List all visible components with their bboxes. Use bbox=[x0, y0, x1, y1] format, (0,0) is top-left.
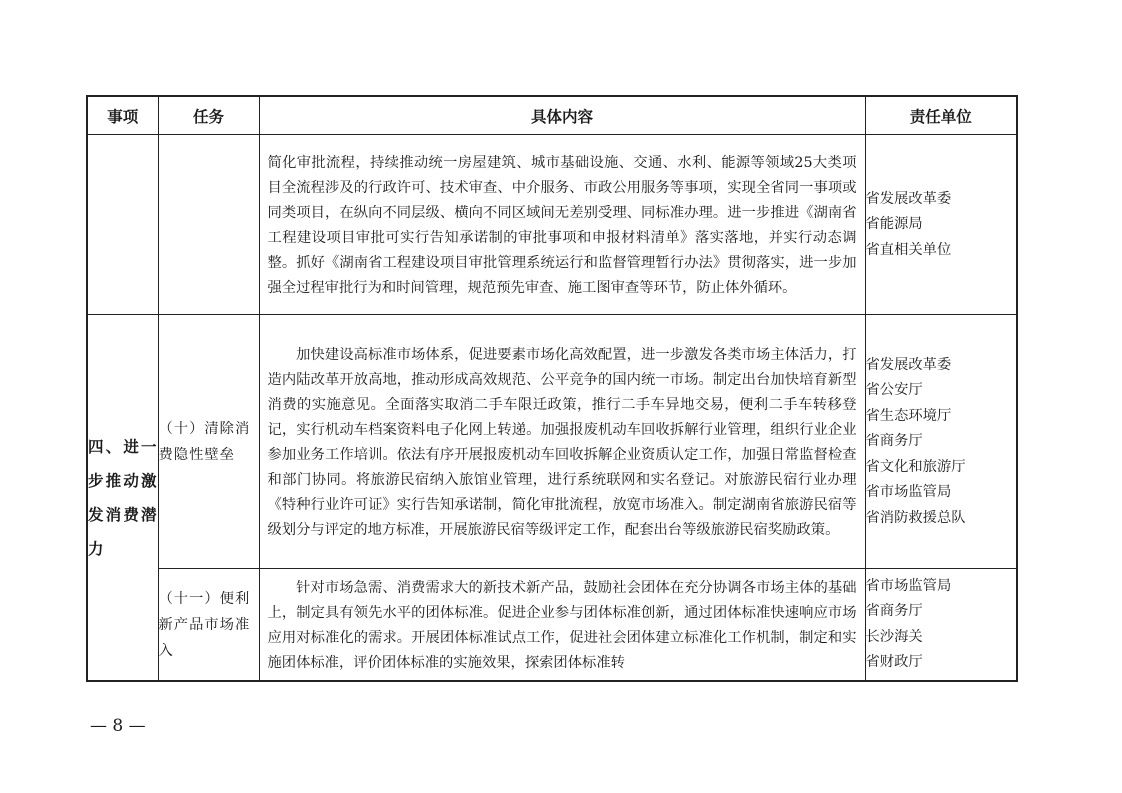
page-number: — 8 — bbox=[90, 716, 146, 736]
responsible-unit-cell bbox=[865, 569, 1017, 681]
task-label: （十）清除消费隐性壁垒 bbox=[158, 420, 251, 463]
unit-name: 省生态环境厅 bbox=[865, 407, 952, 424]
unit-name: 省商务厅 bbox=[865, 603, 923, 620]
content-cell bbox=[259, 315, 865, 569]
unit-name: 省财政厅 bbox=[865, 654, 923, 671]
table-row bbox=[87, 569, 1017, 681]
content-text: 针对市场急需、消费需求大的新技术新产品，鼓励社会团体在充分协调各市场主体的基础上，制定具有领先水平的团体标准。促进企业参与团体标准创新，通过团体标准快速响应市场应用对标准化的需求。开展团体标准试点工作，促进社会团体建立标准化工作机制，制定和实施团体标准，评价团体标准的实施效果，探索团体标准转 bbox=[267, 579, 857, 671]
unit-name: 省文化和旅游厅 bbox=[865, 458, 966, 475]
unit-name: 省市场监管局 bbox=[865, 484, 952, 501]
task-table bbox=[86, 95, 1018, 682]
header-responsible-unit: 责任单位 bbox=[865, 96, 1017, 135]
table-row bbox=[87, 135, 1017, 315]
unit-name: 省消防救援总队 bbox=[865, 509, 966, 526]
unit-name: 省发展改革委 bbox=[865, 356, 952, 373]
content-cell bbox=[259, 569, 865, 681]
task-cell bbox=[158, 315, 259, 569]
task-cell bbox=[158, 569, 259, 681]
responsible-unit-cell bbox=[865, 315, 1017, 569]
header-task: 任务 bbox=[158, 96, 259, 135]
item-label: 四、进一步推动激发消费潜力 bbox=[88, 437, 158, 558]
content-text: 简化审批流程，持续推动统一房屋建筑、城市基础设施、交通、水利、能源等领域25大类项目全流程涉及的行政许可、技术审查、中介服务、市政公用服务等事项，实现全省同一事项或同类项目，在纵向不同层级、横向不同区域间无差别受理、同标准办理。进一步推进《湖南省工程建设项目审批可实行告知承诺制的审批事项和申报材料清单》落实落地，并实行动态调整。抓好《湖南省工程建设项目审批管理系统运行和监督管理暂行办法》贯彻落实，进一步加强全过程审批行为和时间管理，规范预先审查、施工图审查等环节，防止体外循环。 bbox=[267, 154, 857, 296]
unit-name: 长沙海关 bbox=[865, 628, 923, 645]
unit-name: 省商务厅 bbox=[865, 433, 923, 450]
item-cell bbox=[87, 135, 158, 315]
task-cell bbox=[158, 135, 259, 315]
table-header-row bbox=[87, 96, 1017, 135]
unit-name: 省公安厅 bbox=[865, 382, 923, 399]
header-item: 事项 bbox=[87, 96, 158, 135]
item-cell bbox=[87, 315, 158, 681]
responsible-unit-cell bbox=[865, 135, 1017, 315]
unit-name: 省直相关单位 bbox=[865, 241, 952, 258]
unit-name: 省能源局 bbox=[865, 216, 923, 233]
content-text: 加快建设高标准市场体系，促进要素市场化高效配置，进一步激发各类市场主体活力，打造内陆改革开放高地，推动形成高效规范、公平竞争的国内统一市场。制定出台加快培育新型消费的实施意见。全面落实取消二手车限迁政策，推行二手车异地交易，便利二手车转移登记，实行机动车档案资料电子化网上转递。加强报废机动车回收拆解行业管理，组织行业企业参加业务工作培训。依法有序开展报废机动车回收拆解企业资质认定工作，加强日常监督检查和部门协同。将旅游民宿纳入旅馆业管理，进行系统联网和实名登记。对旅游民宿行业办理《特种行业许可证》实行告知承诺制，简化审批流程，放宽市场准入。制定湖南省旅游民宿等级划分与评定的地方标准，开展旅游民宿等级评定工作，配套出台等级旅游民宿奖励政策。 bbox=[267, 346, 857, 538]
unit-name: 省发展改革委 bbox=[865, 190, 952, 207]
header-content: 具体内容 bbox=[259, 96, 865, 135]
task-label: （十一）便利新产品市场准入 bbox=[158, 590, 251, 659]
unit-name: 省市场监管局 bbox=[865, 577, 952, 594]
table-row bbox=[87, 315, 1017, 569]
content-cell bbox=[259, 135, 865, 315]
